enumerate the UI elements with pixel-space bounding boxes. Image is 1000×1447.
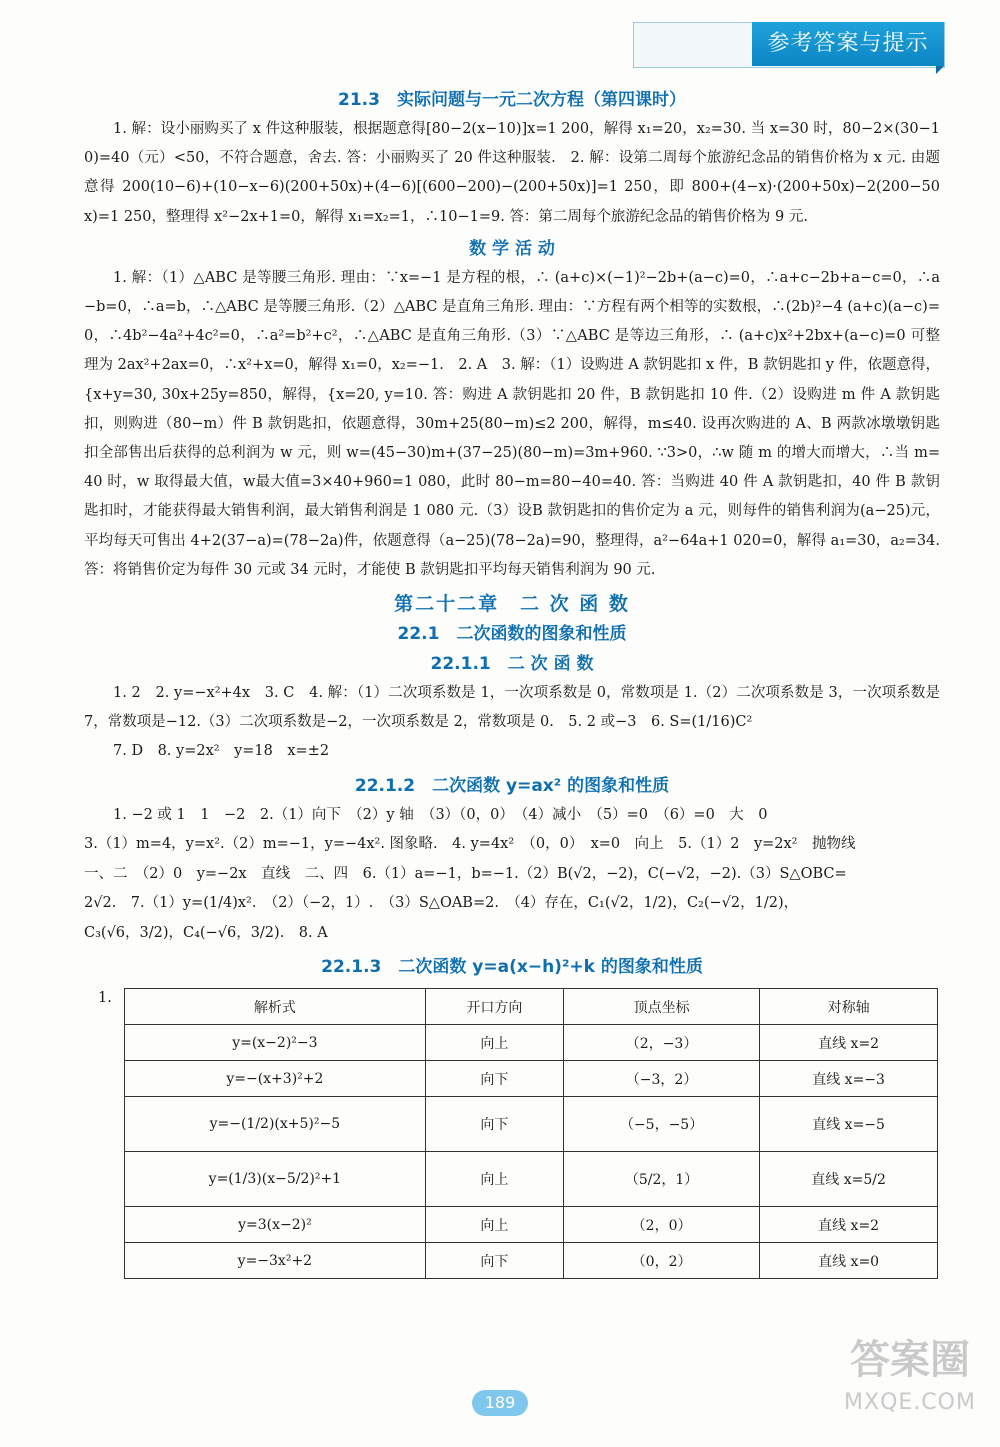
table-header-row: [125, 989, 938, 1025]
section-22-1-2-line4: 2√2. 7.（1）y=(1/4)x². （2）（−2，1）. （3）S△OAB=2. （4）存在，C₁(√2，1/2)，C₂(−√2，1/2)，: [84, 895, 799, 912]
table-item-number: 1.: [98, 990, 112, 1007]
math-activity-title: 数 学 活 动: [469, 238, 555, 259]
table-cell: y=(x−2)²−3: [125, 1025, 426, 1061]
math-activity-body: 1. 解：（1）△ABC 是等腰三角形. 理由：∵x=−1 是方程的根，∴ (a+c)×(−1)²−2b+(a−c)=0，∴a+c−2b+a−c=0，∴a−b=0，∴a=b，∴△ABC 是等腰三角形.（2）△ABC 是直角三角形. 理由：∵方程有两个相等的实数根，∴(2b)²−4 (a+c)(a−c)=0，∴4b²−4a²+4c²=0，∴a²=b²+c²，∴△ABC 是直角三角形.（3）∵△ABC 是等边三角形，∴ (a+c)x²+2bx+(a−c)=0 可整理为 2ax²+2ax=0，∴x²+x=0，解得 x₁=0，x₂=−1. 2. A 3. 解：（1）设购进 A 款钥匙扣 x 件，B 款钥匙扣 y 件，依题意得，{x+y=30, 30x+25y=850，解得，{x=20, y=10. 答：购进 A 款钥匙扣 20 件，B 款钥匙扣 10 件.（2）设购进 m 件 A 款钥匙扣，则购进（80−m）件 B 款钥匙扣，依题意得，30m+25(80−m)≤2 200，解得，m≤40. 设再次购进的 A、B 两款冰墩墩钥匙扣全部售出后获得的总利润为 w 元，则 w=(45−30)m+(37−25)(80−m)=3m+960. ∵3>0，∴w 随 m 的增大而增大，∴当 m=40 时，w 取得最大值，w最大值=3×40+960=1 080，此时 80−m=80−40=40. 答：当购进 40 件 A 款钥匙扣，40 件 B 款钥匙扣时，才能获得最大销售利润，最大销售利润是 1 080 元.（3）设B 款钥匙扣的售价定为 a 元，则每件的销售利润为(a−25)元，平均每天可售出 4+2(37−a)=(78−2a)件，依题意得（a−25)(78−2a)=90，整理得，a²−64a+1 020=0，解得 a₁=30，a₂=34. 答：将销售价定为每件 30 元或 34 元时，才能使 B 款钥匙扣平均每天销售利润为 90 元.: [84, 269, 940, 578]
table-cell: 直线 x=5/2: [760, 1152, 938, 1207]
table-cell: 直线 x=2: [760, 1025, 938, 1061]
chapter-22-title: 第二十二章 二 次 函 数: [394, 593, 630, 616]
vertex-form-table: [124, 988, 938, 1279]
table-cell: y=−3x²+2: [125, 1243, 426, 1279]
table-cell: 向上: [425, 1152, 563, 1207]
answer-content: [84, 85, 940, 1279]
table-header-cell: 对称轴: [760, 989, 938, 1025]
section-21-3-title: 21.3 实际问题与一元二次方程（第四课时）: [338, 90, 686, 110]
section-22-1-1-title: 22.1.1 二 次 函 数: [430, 654, 594, 675]
table-row: [125, 1152, 938, 1207]
watermark-text: 答案圈: [850, 1337, 970, 1383]
header-tab: 参考答案与提示: [752, 22, 944, 66]
table-cell: 向上: [425, 1207, 563, 1243]
watermark-logo: [830, 1330, 990, 1440]
table-cell: 向下: [425, 1243, 563, 1279]
page-number: 189: [472, 1390, 528, 1416]
table-header-cell: 开口方向: [425, 989, 563, 1025]
table-cell: y=(1/3)(x−5/2)²+1: [125, 1152, 426, 1207]
table-cell: （2，0）: [563, 1207, 759, 1243]
table-header-cell: 顶点坐标: [563, 989, 759, 1025]
table-cell: y=3(x−2)²: [125, 1207, 426, 1243]
section-22-1-2-line1: 1. −2 或 1 1 −2 2.（1）向下 （2）y 轴 （3）（0，0） （4）减小 （5）=0 （6）=0 大 0: [113, 806, 768, 823]
table-cell: 直线 x=0: [760, 1243, 938, 1279]
section-21-3-body: 1. 解：设小丽购买了 x 件这种服装，根据题意得[80−2(x−10)]x=1 200，解得 x₁=20，x₂=30. 当 x=30 时，80−2×(30−10)=40（元）<50，不符合题意，舍去. 答：小丽购买了 20 件这种服装. 2. 解：设第二周每个旅游纪念品的销售价格为 x 元. 由题意得 200(10−6)+(10−x−6)(200+50x)+(4−6)[(600−200)−(200+50x)]=1 250，即 800+(4−x)·(200+50x)−2(200−50x)=1 250，整理得 x²−2x+1=0，解得 x₁=x₂=1，∴10−1=9. 答：第二周每个旅游纪念品的销售价格为 9 元.: [84, 121, 940, 225]
table-cell: y=−(x+3)²+2: [125, 1061, 426, 1097]
table-row: [125, 1207, 938, 1243]
table-cell: 向下: [425, 1061, 563, 1097]
table-cell: 向上: [425, 1025, 563, 1061]
section-22-1-1-line2: 7. D 8. y=2x² y=18 x=±2: [113, 743, 330, 760]
table-row: [125, 1061, 938, 1097]
table-cell: （−3，2）: [563, 1061, 759, 1097]
table-cell: 直线 x=2: [760, 1207, 938, 1243]
table-row: [125, 1025, 938, 1061]
table-cell: （5/2，1）: [563, 1152, 759, 1207]
section-22-1-3-title: 22.1.3 二次函数 y=a(x−h)²+k 的图象和性质: [321, 957, 703, 978]
section-22-1-1-body: 1. 2 2. y=−x²+4x 3. C 4. 解：（1）二次项系数是 1，一次项系数是 0，常数项是 1.（2）二次项系数是 3，一次项系数是 7，常数项是−12.（3）二次项系数是−2，一次项系数是 2，常数项是 0. 5. 2 或−3 6. S=(1/16)C²: [84, 685, 940, 731]
vertex-table-block: [84, 988, 940, 1279]
table-row: [125, 1097, 938, 1152]
watermark-url: MXQE.COM: [844, 1390, 976, 1415]
table-header-cell: 解析式: [125, 989, 426, 1025]
section-22-1-2-line3: 一、二 （2）0 y=−2x 直线 二、四 6.（1）a=−1，b=−1.（2）B(√2，−2)，C(−√2，−2).（3）S△OBC=: [84, 865, 847, 882]
table-cell: （−5，−5）: [563, 1097, 759, 1152]
header-tab-fold: [936, 66, 944, 74]
table-cell: 直线 x=−5: [760, 1097, 938, 1152]
table-cell: y=−(1/2)(x+5)²−5: [125, 1097, 426, 1152]
table-cell: （0，2）: [563, 1243, 759, 1279]
table-cell: 直线 x=−3: [760, 1061, 938, 1097]
table-cell: 向下: [425, 1097, 563, 1152]
section-22-1-2-line2: 3.（1）m=4，y=x².（2）m=−1，y=−4x². 图象略. 4. y=4x² （0，0） x=0 向上 5.（1）2 y=2x² 抛物线: [84, 836, 856, 853]
table-cell: （2，−3）: [563, 1025, 759, 1061]
table-row: [125, 1243, 938, 1279]
section-22-1-title: 22.1 二次函数的图象和性质: [397, 624, 627, 645]
section-22-1-2-line5: C₃(√6，3/2)，C₄(−√6，3/2). 8. A: [84, 924, 328, 941]
section-22-1-2-title: 22.1.2 二次函数 y=ax² 的图象和性质: [354, 775, 670, 796]
